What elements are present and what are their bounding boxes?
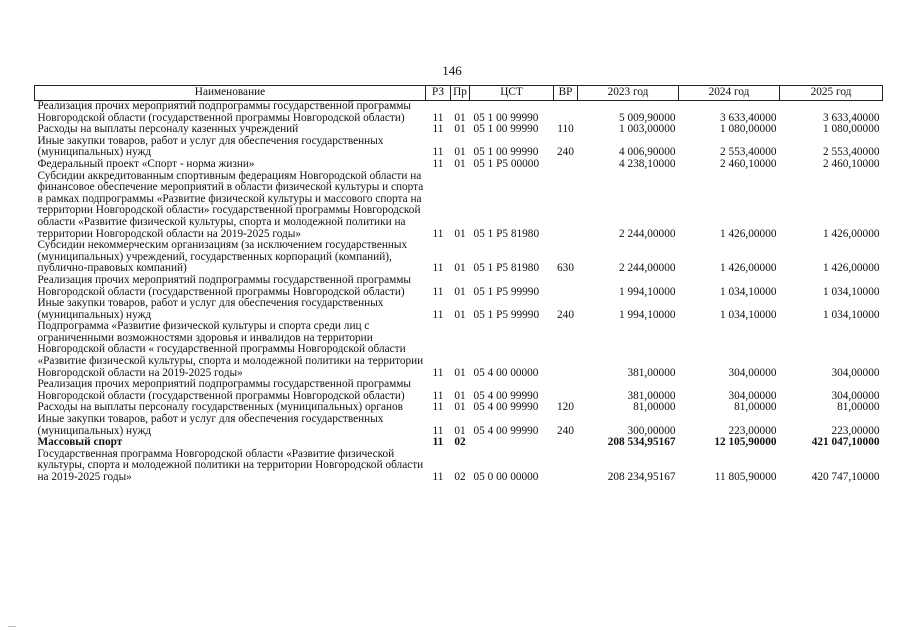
row-name: Субсидии аккредитованным спортивным федерациям Новгородской области на финансовое обеспечение мероприятий в области физической культуры и спорта в рамках подпрограммы «Развитие физической культуры и массового спорта на территории Новгородской области» государственной программы Новгородской области «Развитие физической культуры, спорта и молодежной политики на территории Новгородской области на 2019-2025 годы» <box>37 169 424 240</box>
row-rz: 11 <box>432 123 444 136</box>
row-2025: 1 034,10000 <box>823 285 880 298</box>
row-name: Иные закупки товаров, работ и услуг для обеспечения государственных (муниципальных) нужд <box>37 413 384 437</box>
table-row <box>35 171 883 241</box>
row-2023: 81,00000 <box>633 401 676 414</box>
row-name: Субсидии некоммерческим организациям (за исключением государственных (муниципальных) учреждений, государственных корпораций (компаний), публично-правовых компаний) <box>37 239 408 275</box>
row-cst: 05 4 00 99990 <box>473 389 539 402</box>
row-vr: 120 <box>557 401 574 414</box>
row-cst: 05 1 P5 99990 <box>473 285 540 298</box>
row-2025: 3 633,40000 <box>823 111 880 124</box>
row-2023: 2 244,00000 <box>619 227 676 240</box>
table-row <box>35 275 883 298</box>
row-name: Государственная программа Новгородской области «Развитие физической культуры, спорта и молодежной политики на территории Новгородской области на 2019-2025 годы» <box>37 447 424 483</box>
row-cst: 05 1 00 99990 <box>473 111 539 124</box>
row-2025: 304,00000 <box>831 389 880 402</box>
budget-table <box>34 85 883 484</box>
row-pr: 01 <box>454 146 466 159</box>
row-pr: 01 <box>454 366 466 379</box>
row-cst: 05 1 P5 81980 <box>473 227 540 240</box>
row-2025: 421 047,10000 <box>811 436 880 449</box>
row-2024: 2 553,40000 <box>720 146 777 159</box>
header-rz: РЗ <box>426 86 451 101</box>
row-2023: 4 006,90000 <box>619 146 676 159</box>
row-rz: 11 <box>432 157 444 170</box>
row-name: Федеральный проект «Спорт - норма жизни» <box>37 157 255 170</box>
table-row <box>35 449 883 484</box>
row-2024: 304,00000 <box>728 366 777 379</box>
row-cst: 05 1 P5 99990 <box>473 308 540 321</box>
table-row <box>35 159 883 171</box>
row-2024: 1 426,00000 <box>720 227 777 240</box>
row-name: Реализация прочих мероприятий подпрограммы государственной программы Новгородской области (государственной программы Новгородской области) <box>37 378 411 402</box>
row-2023: 208 234,95167 <box>607 471 676 483</box>
row-cst <box>470 437 554 449</box>
row-2023: 300,00000 <box>627 424 676 437</box>
row-2023: 381,00000 <box>627 366 676 379</box>
row-pr: 01 <box>454 157 466 170</box>
row-pr: 02 <box>454 436 466 449</box>
row-vr <box>554 171 578 241</box>
row-pr: 01 <box>454 227 466 240</box>
row-2023: 1 994,10000 <box>619 308 676 321</box>
row-cst: 05 1 00 99990 <box>473 146 539 159</box>
row-name: Иные закупки товаров, работ и услуг для обеспечения государственных (муниципальных) нужд <box>37 134 384 159</box>
row-vr: 240 <box>557 146 574 159</box>
row-2024: 12 105,90000 <box>714 436 777 449</box>
table-body <box>35 101 883 484</box>
row-vr <box>554 379 578 402</box>
row-2024: 1 034,10000 <box>720 308 777 321</box>
row-cst: 05 1 P5 81980 <box>473 262 540 275</box>
row-2024: 223,00000 <box>728 424 777 437</box>
row-2023: 208 534,95167 <box>607 436 676 449</box>
header-2024: 2024 год <box>679 86 780 101</box>
row-rz: 11 <box>432 366 444 379</box>
table-row <box>35 321 883 379</box>
page-number: 146 <box>442 63 462 78</box>
row-rz: 11 <box>432 424 444 437</box>
row-2025: 81,00000 <box>837 401 880 414</box>
header-2025: 2025 год <box>780 86 883 101</box>
row-2023: 4 238,10000 <box>619 157 676 170</box>
table-header-row <box>35 86 883 101</box>
row-2025: 1 426,00000 <box>823 227 880 240</box>
row-vr <box>554 449 578 484</box>
header-name: Наименование <box>35 86 426 101</box>
row-rz: 11 <box>432 262 444 275</box>
row-cst: 05 4 00 99990 <box>473 424 539 437</box>
row-name: Массовый спорт <box>37 436 123 449</box>
row-rz: 11 <box>432 389 444 402</box>
row-2024: 2 460,10000 <box>720 157 777 170</box>
row-2025: 1 426,00000 <box>823 262 880 275</box>
row-vr <box>554 437 578 449</box>
table-row <box>35 136 883 159</box>
row-cst: 05 4 00 00000 <box>473 366 539 379</box>
row-rz: 11 <box>432 227 444 240</box>
row-vr: 240 <box>557 308 574 321</box>
row-vr <box>554 159 578 171</box>
header-vr: ВР <box>554 86 578 101</box>
row-cst: 05 1 P5 00000 <box>473 157 540 170</box>
table-row <box>35 414 883 437</box>
row-cst: 05 4 00 99990 <box>473 401 539 414</box>
row-pr: 02 <box>454 471 466 483</box>
row-name: Подпрограмма «Развитие физической культуры и спорта среди лиц с ограниченными возможностями здоровья и инвалидов на территории Новгородской области « государственной программы Новгородской области «Развитие физической культуры, спорта и молодежной политики на территории Новгородской области на 2019-2025 годы» <box>37 320 424 379</box>
row-2023: 1 003,00000 <box>619 123 676 136</box>
row-name: Реализация прочих мероприятий подпрограммы государственной программы Новгородской области (государственной программы Новгородской области) <box>37 100 411 124</box>
scan-mark <box>8 626 16 627</box>
row-rz: 11 <box>432 401 444 414</box>
row-pr: 01 <box>454 424 466 437</box>
row-rz: 11 <box>432 436 444 449</box>
row-2025: 223,00000 <box>831 424 880 437</box>
row-2024: 1 426,00000 <box>720 262 777 275</box>
row-pr: 01 <box>454 111 466 124</box>
row-vr: 110 <box>557 123 574 136</box>
header-cst: ЦСТ <box>470 86 554 101</box>
row-vr <box>554 321 578 379</box>
row-rz: 11 <box>432 285 444 298</box>
row-2023: 2 244,00000 <box>619 262 676 275</box>
row-name: Расходы на выплаты персоналу казенных учреждений <box>37 123 299 136</box>
row-2025: 1 034,10000 <box>823 308 880 321</box>
row-vr: 240 <box>557 424 574 437</box>
table-row <box>35 101 883 125</box>
row-pr: 01 <box>454 262 466 275</box>
row-name: Реализация прочих мероприятий подпрограммы государственной программы Новгородской области (государственной программы Новгородской области) <box>37 273 411 298</box>
row-rz: 11 <box>432 111 444 124</box>
row-pr: 01 <box>454 401 466 414</box>
row-2025: 1 080,00000 <box>823 123 880 136</box>
row-2024: 1 080,00000 <box>720 123 777 136</box>
row-pr: 01 <box>454 308 466 321</box>
row-rz: 11 <box>432 146 444 159</box>
row-rz: 11 <box>432 308 444 321</box>
row-2025: 2 460,10000 <box>823 157 880 170</box>
table-row <box>35 379 883 402</box>
header-pr: Пр <box>451 86 470 101</box>
row-2024: 3 633,40000 <box>720 111 777 124</box>
row-cst: 05 1 00 99990 <box>473 123 539 136</box>
row-2024: 11 805,90000 <box>714 471 777 483</box>
row-2024: 1 034,10000 <box>720 285 777 298</box>
row-vr <box>554 275 578 298</box>
row-vr: 630 <box>557 262 574 275</box>
row-2024: 81,00000 <box>734 401 777 414</box>
row-2025: 2 553,40000 <box>823 146 880 159</box>
row-2025: 420 747,10000 <box>811 471 880 483</box>
table-row <box>35 298 883 321</box>
row-name: Расходы на выплаты персоналу государственных (муниципальных) органов <box>37 401 403 414</box>
row-pr: 01 <box>454 285 466 298</box>
row-pr: 01 <box>454 389 466 402</box>
header-2023: 2023 год <box>578 86 679 101</box>
row-2023: 1 994,10000 <box>619 285 676 298</box>
row-pr: 01 <box>454 123 466 136</box>
row-2025: 304,00000 <box>831 366 880 379</box>
row-2023: 381,00000 <box>627 389 676 402</box>
row-2024: 304,00000 <box>728 389 777 402</box>
row-rz: 11 <box>432 471 444 483</box>
row-2023: 5 009,90000 <box>619 111 676 124</box>
row-name: Иные закупки товаров, работ и услуг для обеспечения государственных (муниципальных) нужд <box>37 297 384 321</box>
table-row <box>35 240 883 275</box>
row-cst: 05 0 00 00000 <box>473 471 539 483</box>
row-vr <box>554 101 578 125</box>
